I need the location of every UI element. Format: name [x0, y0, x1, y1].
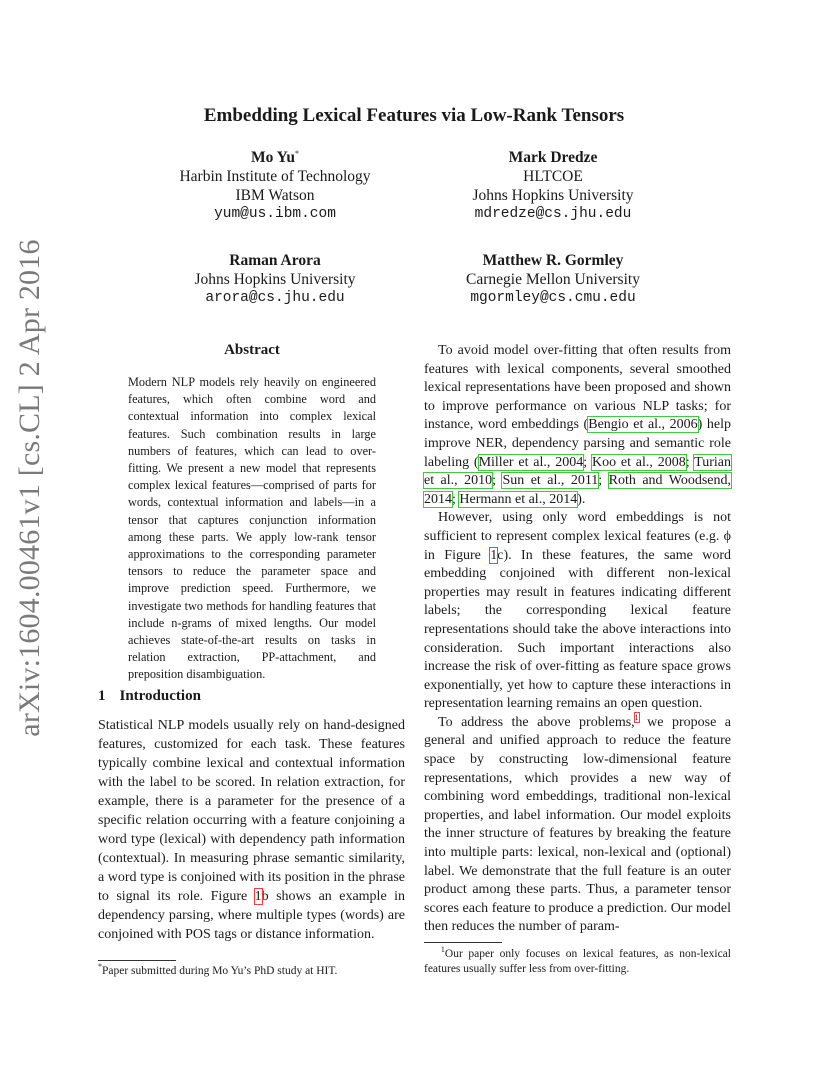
footnote-divider [424, 942, 502, 943]
paragraph-text: ). [577, 491, 586, 507]
author-email[interactable]: yum@us.ibm.com [214, 206, 336, 222]
section-number: 1 [98, 688, 106, 704]
paragraph-text: To address the above problems, [438, 714, 635, 730]
arxiv-identifier-stamp: arXiv:1604.00461v1 [cs.CL] 2 Apr 2016 [13, 239, 46, 737]
author-name: Matthew R. Gormley [482, 252, 624, 269]
abstract-heading: Abstract [224, 342, 280, 358]
author-email[interactable]: mgormley@cs.cmu.edu [470, 290, 636, 306]
abstract-text: Modern NLP models rely heavily on engineered features, which often combine word and contextual information into complex lexical features. Such combination results in large numbers of features, which can lead to over-fitting. We present a new model that represents complex lexical features—comprised of parts for words, contextual information and labels—in a tensor that captures conjunction information among these parts. We apply low-rank tensor approximations to the corresponding parameter tensors to reduce the parameter space and improve prediction speed. Furthermore, we investigate two methods for handling features that include n-grams of mixed lengths. Our model achieves state-of-the-art results on tasks in relation extraction, PP-attachment, and preposition disambiguation. [128, 375, 376, 682]
paragraph [424, 714, 731, 937]
citation-separator: ; [452, 491, 460, 507]
paragraph-text: However, using only word embeddings is not sufficient to represent complex lexical features (e.g. ϕ in Figure [424, 510, 731, 563]
citation-link[interactable]: Roth and Woodsend, 2014 [424, 473, 731, 507]
author-block [160, 148, 390, 224]
footnote-text: Our paper only focuses on lexical features, as non-lexical features usually suffer less from over-fitting. [424, 948, 731, 975]
paragraph-text: To avoid model over-fitting that often results from features with lexical components, several smoothed lexical representations have been proposed and shown to improve performance on various NLP tasks; for instance, word embeddings ( [424, 343, 731, 433]
citation-link[interactable]: Hermann et al., 2014 [459, 491, 578, 507]
author-affiliation: HLTCOE [523, 168, 583, 185]
citation-link[interactable]: Koo et al., 2008 [591, 454, 686, 470]
citation-separator: ; [685, 454, 695, 470]
author-email[interactable]: mdredze@cs.jhu.edu [474, 206, 632, 222]
right-column-body [424, 342, 731, 937]
footnote-mark: * [98, 962, 102, 972]
author-name: Mo Yu [250, 149, 296, 166]
author-block [438, 251, 668, 308]
citation-separator: ; [583, 454, 592, 470]
author-block [160, 251, 390, 308]
author-name: Raman Arora [229, 252, 321, 269]
paragraph [424, 509, 731, 714]
author-affiliation: Carnegie Mellon University [466, 271, 640, 288]
figure-reference-link[interactable]: 1 [254, 889, 262, 904]
author-affiliation: Johns Hopkins University [472, 187, 634, 204]
citation-link[interactable]: Miller et al., 2004 [478, 454, 584, 470]
citation-link[interactable]: Bengio et al., 2006 [588, 417, 698, 433]
intro-paragraph [98, 716, 405, 944]
paragraph-text: Statistical NLP models usually rely on hand-designed features, customized for each task. These features typically combine lexical and contextual information with the label to be scored. In relation extraction, for example, there is a parameter for the presence of a specific relation occurring with a feature conjoining a word type (lexical) with dependency path information (contextual). In measuring phrase semantic similarity, a word type is conjoined with its position in the phrase to signal its role. Figure [98, 718, 405, 904]
author-email[interactable]: arora@cs.jhu.edu [205, 290, 345, 306]
section-title: Introduction [119, 688, 201, 704]
footnote [424, 947, 731, 977]
figure-reference-link[interactable]: 1 [490, 547, 498, 563]
section-heading [98, 688, 201, 705]
citation-link[interactable]: Sun et al., 2011 [502, 473, 599, 489]
author-affiliation: IBM Watson [235, 187, 315, 204]
footnote-text: Paper submitted during Mo Yu’s PhD study at HIT. [102, 965, 338, 977]
paragraph-text: we propose a general and unified approach to reduce the feature space by constructing low-dimensional feature representations, which provides a new way of combining word embeddings, traditional non-lexical properties, and label information. Our model exploits the inner structure of features by breaking the feature into multiple parts: lexical, non-lexical and (optional) label. We demonstrate that the full feature is an outer product among these parts. Thus, a parameter tensor scores each feature to produce a prediction. Our model then reduces the number of param- [424, 714, 731, 935]
paragraph-text: ) help improve NER, dependency parsing and semantic role labeling ( [424, 417, 732, 470]
paragraph [424, 342, 731, 509]
author-footnote-mark: * [295, 148, 300, 158]
footnote-mark: 1 [440, 945, 445, 955]
footnote-divider [98, 960, 176, 961]
footnote [98, 964, 405, 979]
paragraph-text: c). In these features, the same word embedding conjoined with different non-lexical properties may result in features indicating different labels; the corresponding lexical feature representations should take the above interactions into consideration. Such important interactions also increase the risk of over-fitting as feature space grows exponentially, yet how to capture these interactions in representation learning remains an open question. [424, 547, 731, 712]
author-block [438, 148, 668, 224]
author-name: Mark Dredze [508, 149, 598, 166]
paragraph-text: b shows an example in dependency parsing, where multiple types (words) are conjoined with POS tags or distance information. [98, 889, 405, 942]
paper-title: Embedding Lexical Features via Low-Rank Tensors [203, 105, 625, 126]
citation-separator: ; [598, 473, 609, 489]
author-affiliation: Johns Hopkins University [194, 271, 356, 288]
footnote-reference-link[interactable]: 1 [634, 713, 639, 723]
author-affiliation: Harbin Institute of Technology [179, 168, 371, 185]
citation-separator: ; [492, 473, 503, 489]
citation-link[interactable]: Turian et al., 2010 [424, 454, 731, 489]
